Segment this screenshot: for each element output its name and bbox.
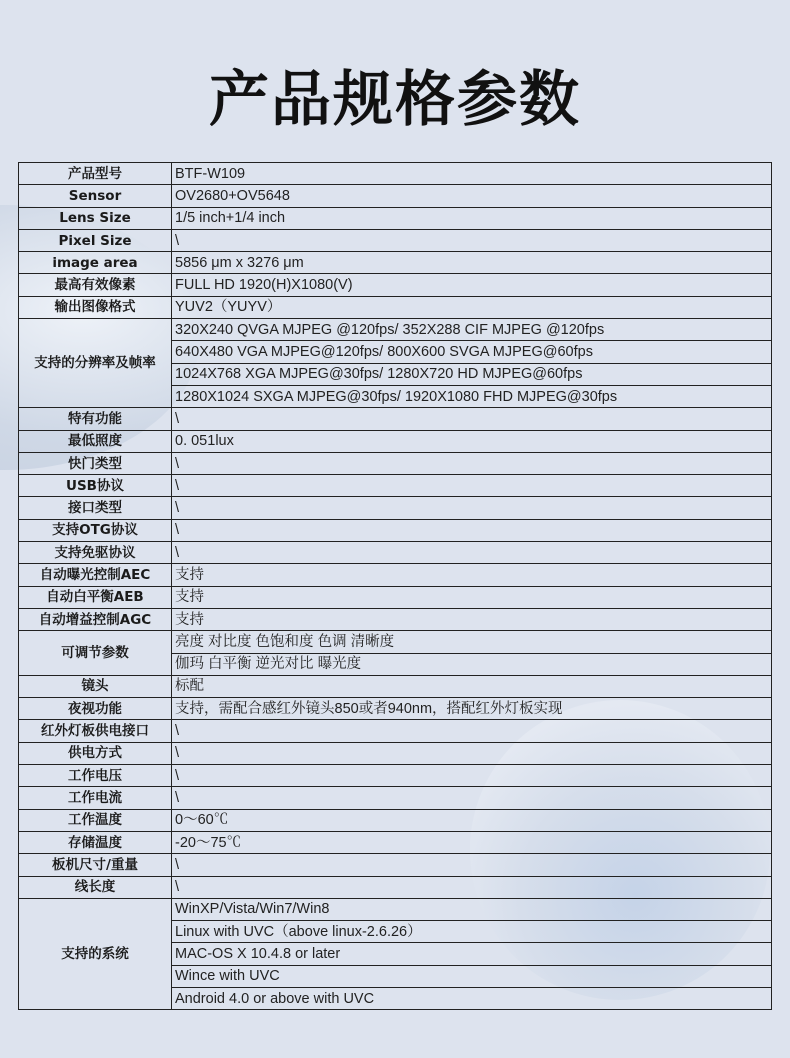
spec-row: [19, 765, 772, 787]
page-title: 产品规格参数: [209, 65, 581, 135]
spec-value: \: [172, 542, 772, 564]
spec-label: 工作电压: [19, 765, 172, 787]
spec-row: [19, 296, 772, 318]
spec-value: YUV2（YUYV）: [172, 296, 772, 318]
spec-value: 320X240 QVGA MJPEG @120fps/ 352X288 CIF MJPEG @120fps: [172, 319, 772, 341]
spec-value: \: [172, 876, 772, 898]
spec-value: FULL HD 1920(H)X1080(V): [172, 274, 772, 296]
spec-row: [19, 831, 772, 853]
spec-value: 亮度 对比度 色饱和度 色调 清晰度: [172, 631, 772, 653]
spec-label: 支持免驱协议: [19, 542, 172, 564]
spec-value: 1024X768 XGA MJPEG@30fps/ 1280X720 HD MJPEG@60fps: [172, 363, 772, 385]
spec-row: [19, 854, 772, 876]
spec-value: 1/5 inch+1/4 inch: [172, 207, 772, 229]
spec-table-body: [19, 163, 772, 1010]
spec-label: 镜头: [19, 675, 172, 697]
spec-value: \: [172, 742, 772, 764]
spec-row: [19, 452, 772, 474]
spec-row: [19, 274, 772, 296]
spec-label: 支持OTG协议: [19, 519, 172, 541]
spec-label: Lens Size: [19, 207, 172, 229]
spec-value: 5856 μm x 3276 μm: [172, 252, 772, 274]
spec-row: [19, 252, 772, 274]
spec-row: [19, 698, 772, 720]
spec-value: 支持，需配合感红外镜头850或者940nm，搭配红外灯板实现: [172, 698, 772, 720]
spec-value: \: [172, 452, 772, 474]
spec-label: 线长度: [19, 876, 172, 898]
spec-label: 可调节参数: [19, 631, 172, 676]
spec-value: Android 4.0 or above with UVC: [172, 987, 772, 1009]
spec-value: \: [172, 519, 772, 541]
spec-row: [19, 408, 772, 430]
spec-value: Wince with UVC: [172, 965, 772, 987]
spec-label: image area: [19, 252, 172, 274]
spec-label: 快门类型: [19, 452, 172, 474]
spec-label: 支持的分辨率及帧率: [19, 319, 172, 408]
spec-value: \: [172, 475, 772, 497]
spec-value: BTF-W109: [172, 163, 772, 185]
spec-label: 板机尺寸/重量: [19, 854, 172, 876]
spec-row: [19, 675, 772, 697]
spec-label: 自动曝光控制AEC: [19, 564, 172, 586]
spec-row: [19, 163, 772, 185]
spec-value: 0. 051lux: [172, 430, 772, 452]
spec-row: [19, 319, 772, 341]
spec-label: 接口类型: [19, 497, 172, 519]
spec-row: [19, 720, 772, 742]
spec-row: [19, 876, 772, 898]
spec-row: [19, 207, 772, 229]
spec-label: USB协议: [19, 475, 172, 497]
spec-table: [18, 162, 772, 1010]
spec-row: [19, 475, 772, 497]
spec-value: 伽玛 白平衡 逆光对比 曝光度: [172, 653, 772, 675]
spec-value: 1280X1024 SXGA MJPEG@30fps/ 1920X1080 FHD MJPEG@30fps: [172, 385, 772, 407]
spec-label: 输出图像格式: [19, 296, 172, 318]
spec-row: [19, 631, 772, 653]
spec-value: \: [172, 787, 772, 809]
spec-label: 工作温度: [19, 809, 172, 831]
spec-row: [19, 608, 772, 630]
spec-row: [19, 742, 772, 764]
spec-value: -20～75℃: [172, 831, 772, 853]
spec-row: [19, 519, 772, 541]
spec-value: 0～60℃: [172, 809, 772, 831]
spec-value: Linux with UVC（above linux-2.6.26）: [172, 921, 772, 943]
spec-value: \: [172, 854, 772, 876]
spec-value: 支持: [172, 586, 772, 608]
spec-value: \: [172, 765, 772, 787]
spec-row: [19, 229, 772, 251]
spec-value: 支持: [172, 608, 772, 630]
spec-value: \: [172, 408, 772, 430]
spec-value: \: [172, 720, 772, 742]
spec-row: [19, 809, 772, 831]
spec-value: MAC-OS X 10.4.8 or later: [172, 943, 772, 965]
spec-row: [19, 430, 772, 452]
spec-value: \: [172, 497, 772, 519]
spec-value: OV2680+OV5648: [172, 185, 772, 207]
spec-label: Sensor: [19, 185, 172, 207]
spec-label: 最高有效像素: [19, 274, 172, 296]
spec-label: 最低照度: [19, 430, 172, 452]
spec-row: [19, 542, 772, 564]
spec-row: [19, 787, 772, 809]
spec-value: 标配: [172, 675, 772, 697]
spec-row: [19, 497, 772, 519]
spec-value: 640X480 VGA MJPEG@120fps/ 800X600 SVGA MJPEG@60fps: [172, 341, 772, 363]
spec-label: Pixel Size: [19, 229, 172, 251]
spec-label: 红外灯板供电接口: [19, 720, 172, 742]
spec-value: 支持: [172, 564, 772, 586]
spec-label: 供电方式: [19, 742, 172, 764]
spec-label: 产品型号: [19, 163, 172, 185]
spec-label: 支持的系统: [19, 898, 172, 1009]
spec-row: [19, 185, 772, 207]
spec-value: \: [172, 229, 772, 251]
spec-label: 夜视功能: [19, 698, 172, 720]
spec-row: [19, 586, 772, 608]
spec-value: WinXP/Vista/Win7/Win8: [172, 898, 772, 920]
spec-label: 自动白平衡AEB: [19, 586, 172, 608]
spec-label: 自动增益控制AGC: [19, 608, 172, 630]
spec-row: [19, 898, 772, 920]
spec-label: 工作电流: [19, 787, 172, 809]
spec-label: 特有功能: [19, 408, 172, 430]
spec-label: 存储温度: [19, 831, 172, 853]
spec-row: [19, 564, 772, 586]
